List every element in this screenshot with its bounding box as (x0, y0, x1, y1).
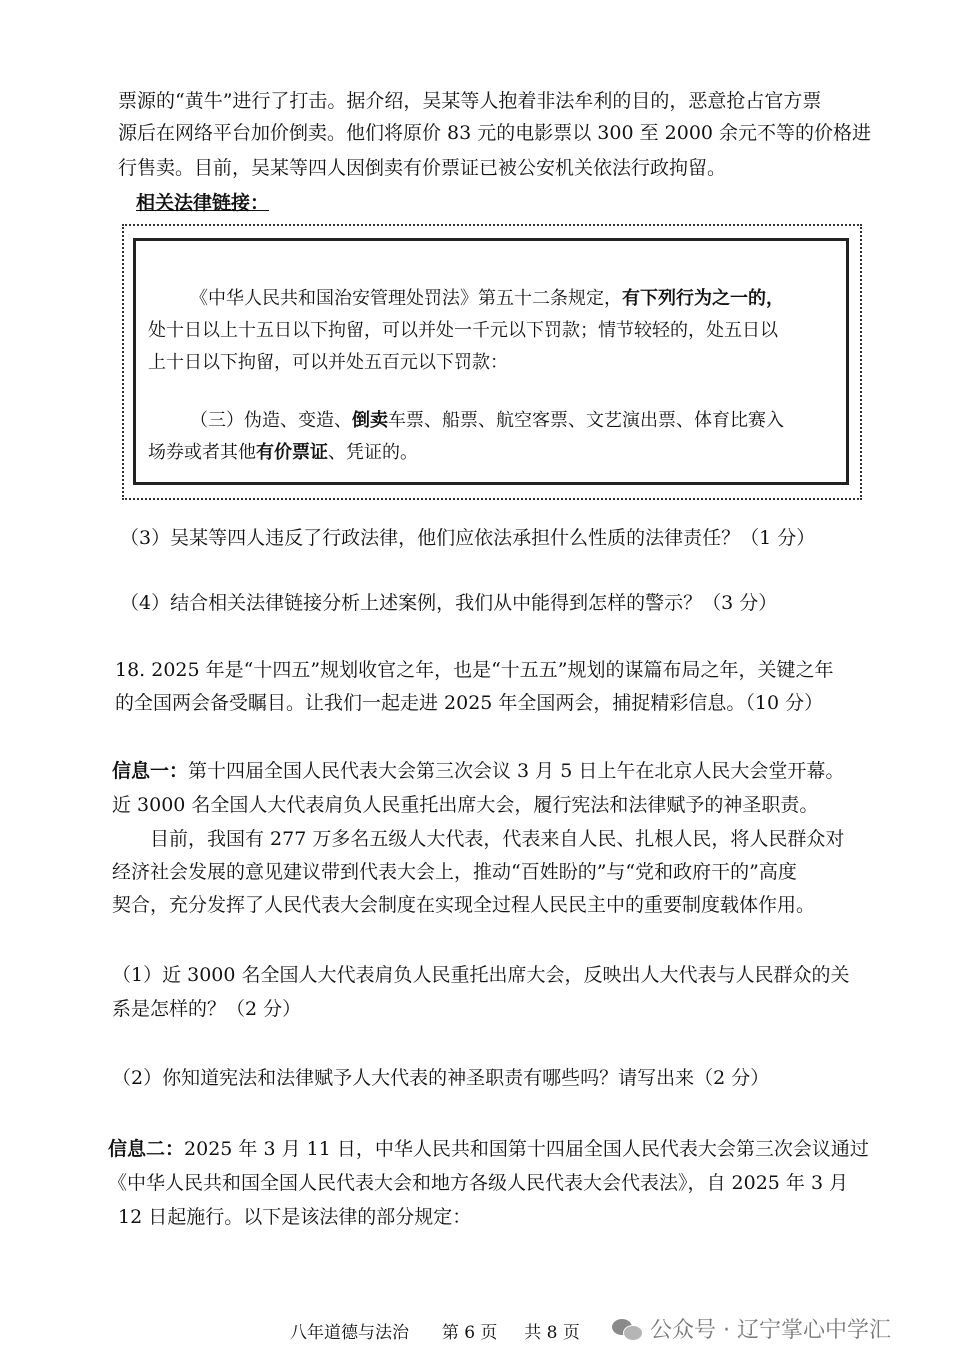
law-item-line: 场券或者其他有价票证、凭证的。 (148, 442, 418, 463)
case-text-line: 票源的“黄牛”进行了打击。据介绍，吴某等人抱着非法牟利的目的，恶意抢占官方票 (118, 90, 822, 112)
info1-question-1: 系是怎样的？（2 分） (112, 998, 302, 1020)
law-item-line: （三）伪造、变造、倒卖车票、船票、航空客票、文艺演出票、体育比赛入 (190, 410, 784, 431)
question-3: （3）吴某等四人违反了行政法律，他们应依法承担什么性质的法律责任？（1 分） (120, 527, 816, 549)
wechat-icon (612, 1317, 642, 1341)
page-footer (290, 1318, 580, 1343)
info2-line: 12 日起施行。以下是该法律的部分规定： (118, 1206, 472, 1228)
info2-line: 《中华人民共和国全国人民代表大会和地方各级人民代表大会代表法》，自 2025 年 3 月 (108, 1172, 849, 1194)
info1-question-1: （1）近 3000 名全国人大代表肩负人民重托出席大会，反映出人大代表与人民群众的关 (112, 964, 850, 986)
info1-line: 信息一：第十四届全国人民代表大会第三次会议 3 月 5 日上午在北京人民大会堂开幕。 (112, 760, 845, 782)
footer-total-pages: 共 8 页 (524, 1323, 580, 1343)
question-18-line: 18. 2025 年是“十四五”规划收官之年，也是“十五五”规划的谋篇布局之年，关键之年 (115, 659, 834, 681)
law-text-line: 《中华人民共和国治安管理处罚法》第五十二条规定，有下列行为之一的， (190, 288, 784, 309)
info1-line: 契合，充分发挥了人民代表大会制度在实现全过程人民民主中的重要制度载体作用。 (112, 894, 816, 916)
question-4: （4）结合相关法律链接分析上述案例，我们从中能得到怎样的警示？（3 分） (120, 592, 778, 614)
law-text-line: 上十日以下拘留，可以并处五百元以下罚款： (148, 352, 508, 373)
case-text-line: 源后在网络平台加价倒卖。他们将原价 83 元的电影票以 300 至 2000 余元不等的价格进 (118, 122, 872, 144)
info2-line: 信息二：2025 年 3 月 11 日，中华人民共和国第十四届全国人民代表大会第三次会议通过 (108, 1138, 869, 1160)
info1-question-2: （2）你知道宪法和法律赋予人大代表的神圣职责有哪些吗？请写出来（2 分） (112, 1067, 770, 1089)
info1-line: 经济社会发展的意见建议带到代表大会上，推动“百姓盼的”与“党和政府干的”高度 (112, 861, 797, 883)
info2-label: 信息二： (108, 1138, 185, 1160)
watermark-text: 公众号 · 辽宁掌心中学汇 (650, 1318, 891, 1343)
footer-subject: 八年道德与法治 (290, 1323, 409, 1343)
question-18-line: 的全国两会备受瞩目。让我们一起走进 2025 年全国两会，捕捉精彩信息。（10 分） (115, 692, 824, 714)
info1-line: 目前，我国有 277 万多名五级人大代表，代表来自人民、扎根人民，将人民群众对 (150, 828, 845, 850)
watermark (612, 1313, 891, 1344)
law-link-heading: 相关法律链接： (136, 192, 270, 214)
info1-line: 近 3000 名全国人大代表肩负人民重托出席大会，履行宪法和法律赋予的神圣职责。 (112, 794, 819, 816)
case-text-line: 行售卖。目前，吴某等四人因倒卖有价票证已被公安机关依法行政拘留。 (118, 157, 727, 179)
law-text-line: 处十日以上十五日以下拘留，可以并处一千元以下罚款；情节较轻的，处五日以 (148, 320, 778, 341)
info1-label: 信息一： (112, 760, 189, 782)
footer-page-number: 第 6 页 (441, 1323, 498, 1343)
